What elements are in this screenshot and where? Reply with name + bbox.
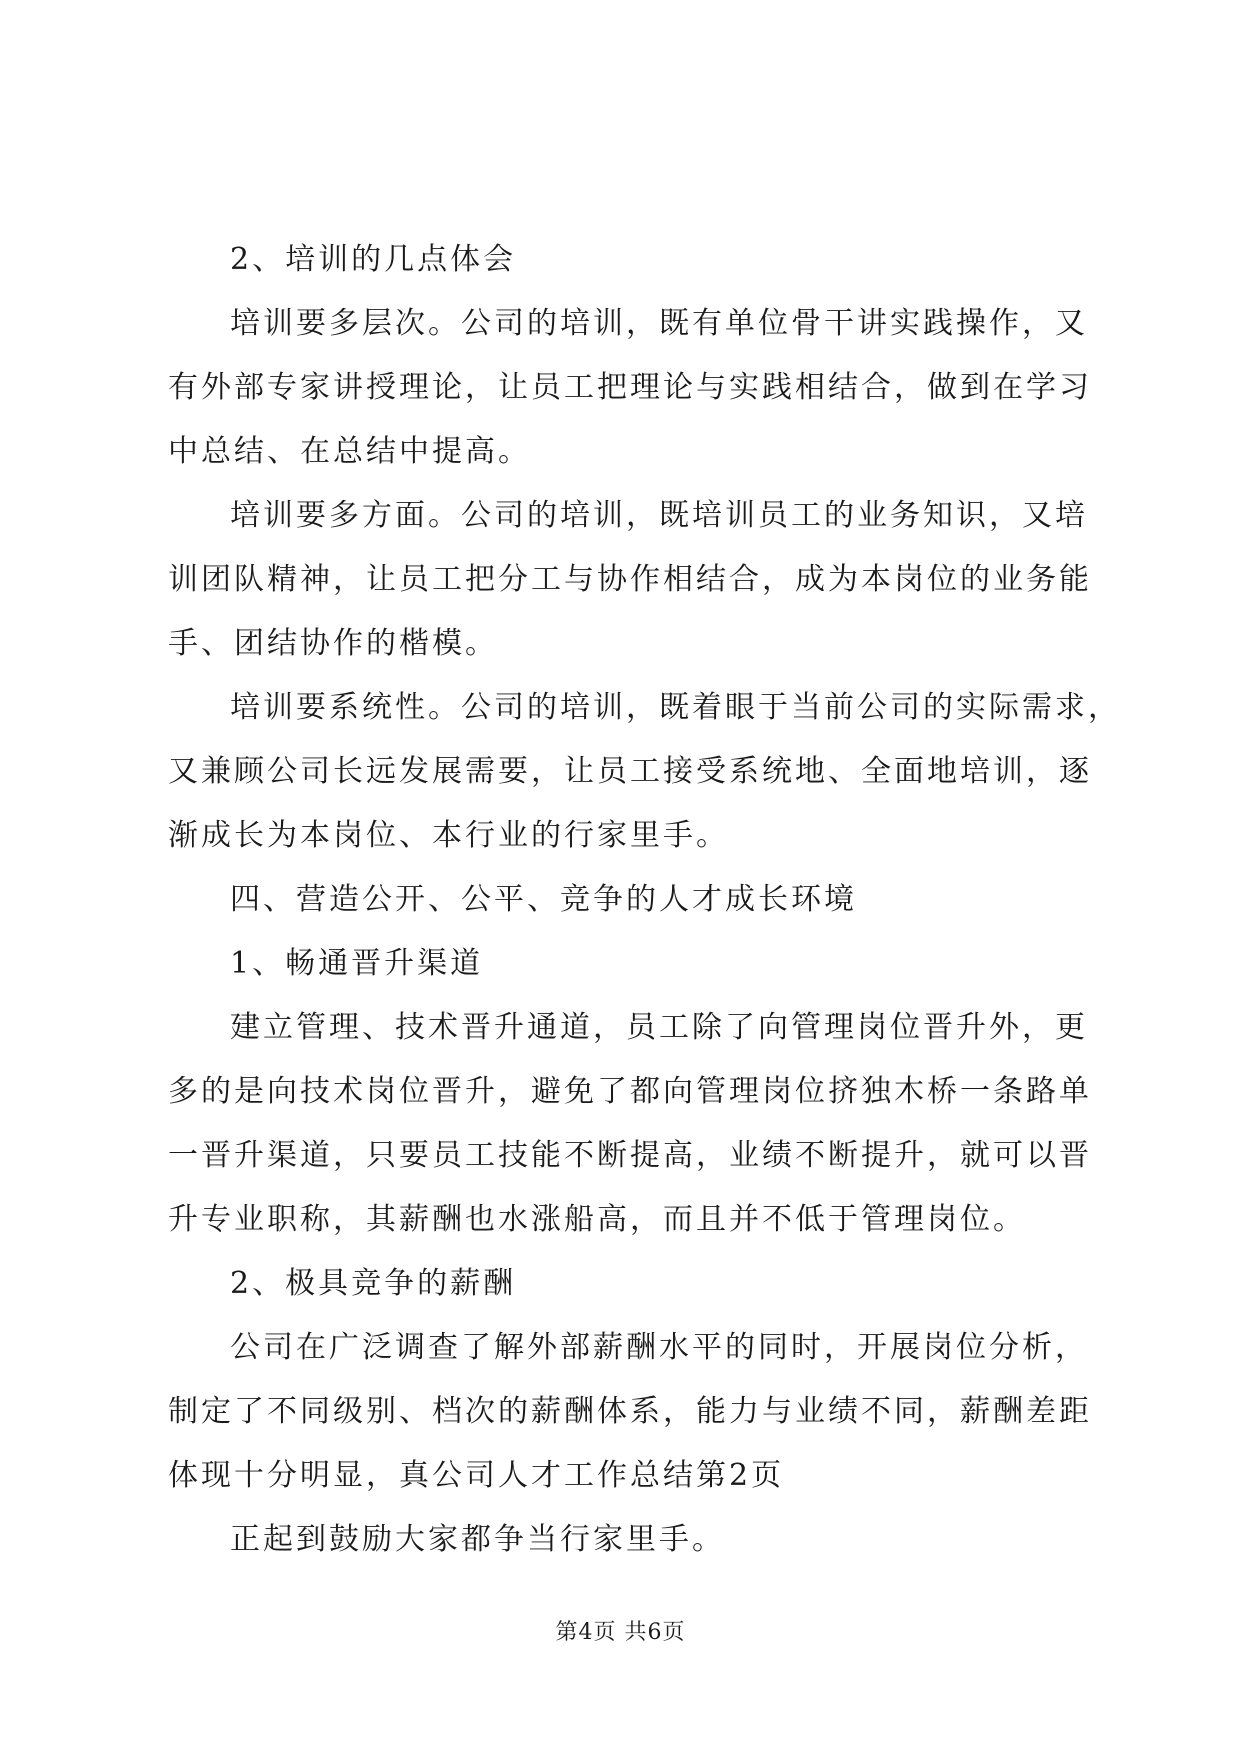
paragraph-line: 有外部专家讲授理论，让员工把理论与实践相结合，做到在学习 [168, 370, 1092, 405]
section-heading-training-insights: 2、培训的几点体会 [230, 242, 517, 277]
paragraph-line: 培训要多层次。公司的培训，既有单位骨干讲实践操作，又 [230, 306, 1088, 341]
paragraph-line: 多的是向技术岗位晋升，避免了都向管理岗位挤独木桥一条路单 [168, 1074, 1092, 1109]
paragraph-line: 渐成长为本岗位、本行业的行家里手。 [168, 818, 729, 853]
paragraph-line: 培训要多方面。公司的培训，既培训员工的业务知识，又培 [230, 498, 1088, 533]
paragraph-line: 体现十分明显，真公司人才工作总结第2页 [168, 1458, 785, 1493]
paragraph-line: 公司在广泛调查了解外部薪酬水平的同时，开展岗位分析， [230, 1330, 1088, 1365]
section-heading-competitive-pay: 2、极具竞争的薪酬 [230, 1266, 517, 1301]
paragraph-line: 训团队精神，让员工把分工与协作相结合，成为本岗位的业务能 [168, 562, 1092, 597]
paragraph-line: 培训要系统性。公司的培训，既着眼于当前公司的实际需求， [230, 690, 1121, 725]
page-footer: 第4页 共6页 [555, 1620, 686, 1645]
paragraph-line: 正起到鼓励大家都争当行家里手。 [230, 1522, 725, 1557]
paragraph-line: 中总结、在总结中提高。 [168, 434, 531, 469]
paragraph-line: 又兼顾公司长远发展需要，让员工接受系统地、全面地培训，逐 [168, 754, 1092, 789]
paragraph-line: 制定了不同级别、档次的薪酬体系，能力与业绩不同，薪酬差距 [168, 1394, 1092, 1429]
section-heading-environment: 四、营造公开、公平、竞争的人才成长环境 [230, 882, 857, 917]
paragraph-line: 建立管理、技术晋升通道，员工除了向管理岗位晋升外，更 [230, 1010, 1088, 1045]
document-body [168, 228, 1121, 1572]
paragraph-line: 升专业职称，其薪酬也水涨船高，而且并不低于管理岗位。 [168, 1202, 1026, 1237]
section-heading-promotion-channels: 1、畅通晋升渠道 [230, 946, 484, 981]
paragraph-line: 一晋升渠道，只要员工技能不断提高，业绩不断提升，就可以晋 [168, 1138, 1092, 1173]
paragraph-line: 手、团结协作的楷模。 [168, 626, 498, 661]
